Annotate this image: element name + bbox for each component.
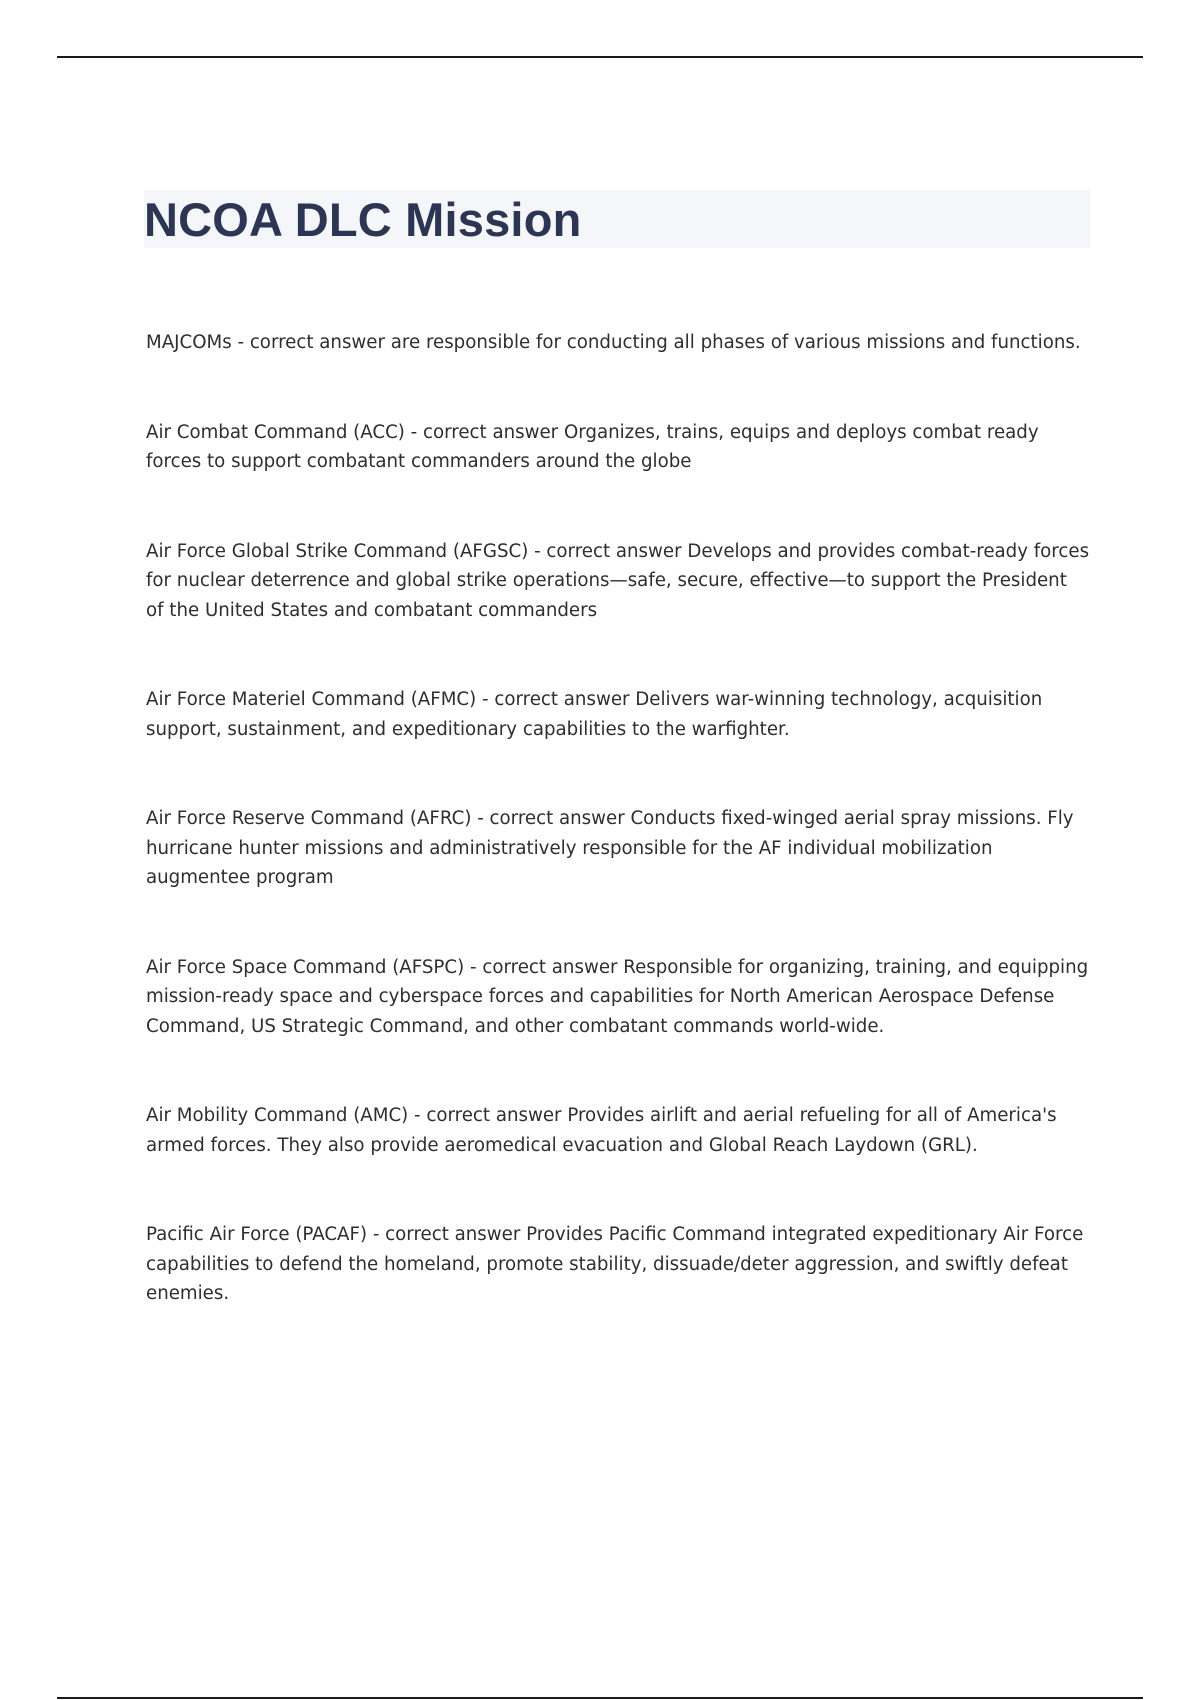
document-body (146, 190, 1090, 1369)
answer-separator: - correct answer (476, 689, 636, 710)
entry-definition: Develops and provides combat-ready forces for nuclear deterrence and global strike operations—safe, secure, effective—to support the President of the United States and combatant commanders (146, 540, 1090, 621)
entry-term: Air Combat Command (ACC) (146, 421, 405, 443)
list-item (146, 537, 1090, 626)
entry-definition: Delivers war-winning technology, acquisition support, sustainment, and expeditionary capabilities to the warfighter. (146, 689, 1043, 740)
entry-definition: Conducts fixed-winged aerial spray missions. Fly hurricane hunter missions and administratively responsible for the AF individual mobilization augmentee program (146, 808, 1074, 888)
entry-definition: Provides airlift and aerial refueling for all of America's armed forces. They also provide aeromedical evacuation and Global Reach Laydown (GRL). (146, 1105, 1057, 1156)
entry-definition: are responsible for conducting all phases of various missions and functions. (390, 332, 1081, 353)
entry-term: Air Mobility Command (AMC) (146, 1105, 409, 1126)
answer-separator: - correct answer (404, 421, 564, 443)
entry-term: Air Force Reserve Command (AFRC) (146, 808, 472, 829)
answer-separator: - correct answer (231, 332, 391, 353)
list-item (146, 1220, 1090, 1309)
answer-separator: - correct answer (408, 1105, 568, 1126)
entry-definition: Provides Pacific Command integrated expeditionary Air Force capabilities to defend the homeland, promote stability, dissuade/deter aggression, and swiftly defeat enemies. (146, 1224, 1084, 1304)
list-item (146, 953, 1090, 1042)
answer-separator: - correct answer (528, 540, 688, 562)
list-item (146, 418, 1090, 477)
entry-term: Air Force Materiel Command (AFMC) (146, 689, 477, 710)
entry-term: Air Force Space Command (AFSPC) (146, 956, 465, 978)
title-band (144, 190, 1090, 248)
top-divider (57, 56, 1143, 58)
entry-definition: Organizes, trains, equips and deploys combat ready forces to support combatant commanders around the globe (146, 421, 1039, 472)
list-item (146, 328, 1090, 358)
answer-separator: - correct answer (464, 956, 624, 978)
bottom-divider (57, 1697, 1143, 1699)
answer-separator: - correct answer (471, 808, 631, 829)
answer-separator: - correct answer (367, 1224, 527, 1245)
entry-list (146, 328, 1090, 1309)
entry-definition: Responsible for organizing, training, and equipping mission-ready space and cyberspace forces and capabilities for North American Aerospace Defense Command, US Strategic Command, and other combatant commands world-wide. (146, 956, 1089, 1037)
list-item (146, 1101, 1090, 1160)
list-item (146, 804, 1090, 893)
page-title: NCOA DLC Mission (144, 192, 582, 246)
entry-term: MAJCOMs (146, 332, 232, 353)
entry-term: Air Force Global Strike Command (AFGSC) (146, 540, 529, 562)
list-item (146, 685, 1090, 744)
entry-term: Pacific Air Force (PACAF) (146, 1224, 368, 1245)
